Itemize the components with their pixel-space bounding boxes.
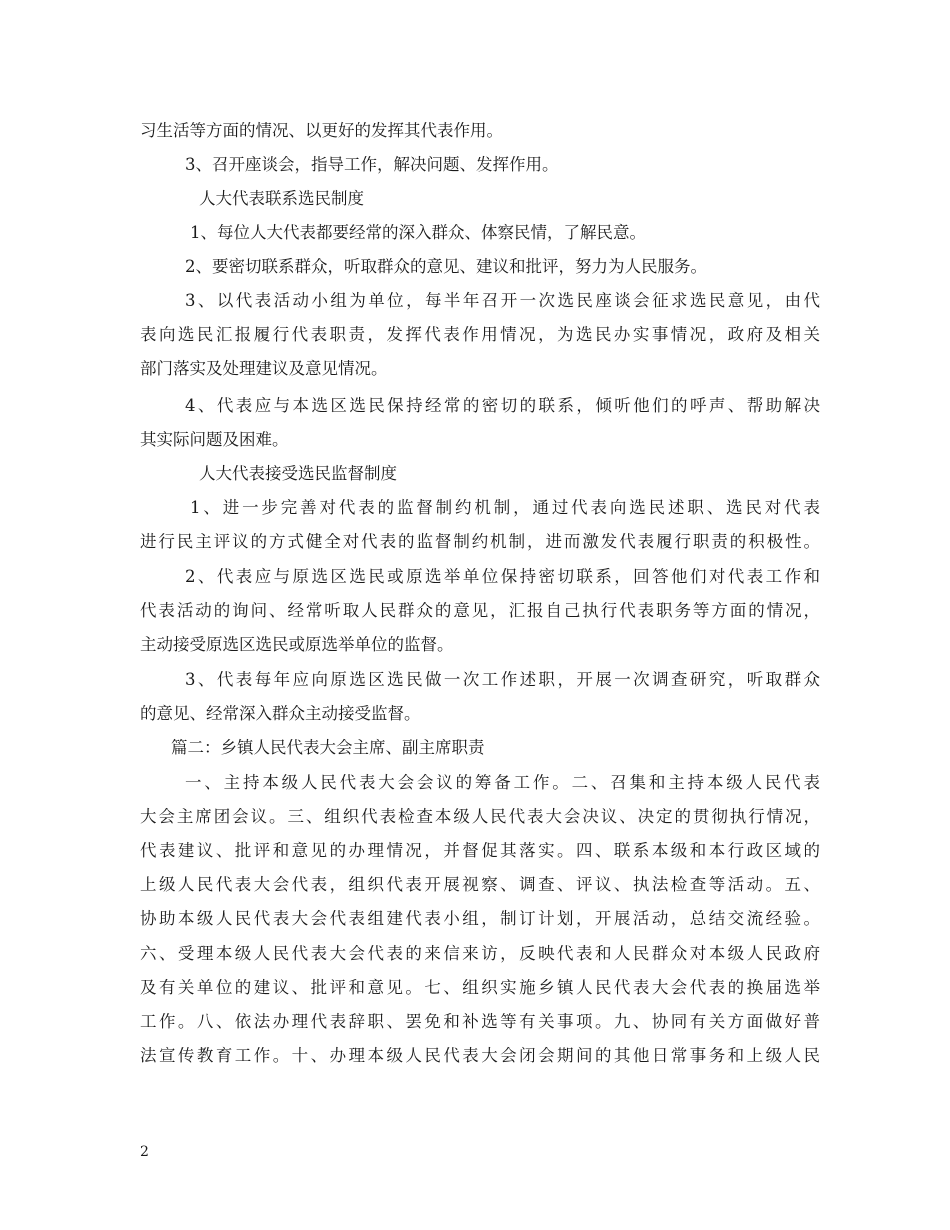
text-line: 4、代表应与本选区选民保持经常的密切的联系，倾听他们的呼声、帮助解决	[185, 396, 820, 415]
text-line: 进行民主评议的方式健全对代表的监督制约机制，进而激发代表履行职责的积极性。	[140, 532, 820, 551]
text-line: 的意见、经常深入群众主动接受监督。	[140, 704, 421, 723]
text-line: 及有关单位的建议、批评和意见。七、组织实施乡镇人民代表大会代表的换届选举	[140, 978, 820, 997]
text-line: 其实际问题及困难。	[140, 430, 289, 449]
text-line: 2、要密切联系群众，听取群众的意见、建议和批评，努力为人民服务。	[185, 257, 707, 276]
text-line: 习生活等方面的情况、以更好的发挥其代表作用。	[140, 121, 503, 140]
section-heading: 人大代表接受选民监督制度	[199, 464, 397, 483]
text-line: 代表活动的询问、经常听取人民群众的意见，汇报自己执行代表职务等方面的情况，	[140, 601, 820, 620]
text-line: 2、代表应与原选区选民或原选举单位保持密切联系，回答他们对代表工作和	[185, 567, 820, 586]
text-line: 法宣传教育工作。十、办理本级人民代表大会闭会期间的其他日常事务和上级人民	[140, 1046, 820, 1065]
text-line: 表向选民汇报履行代表职责，发挥代表作用情况，为选民办实事情况，政府及相关	[140, 325, 820, 344]
text-line: 3、以代表活动小组为单位，每半年召开一次选民座谈会征求选民意见，由代	[185, 291, 820, 310]
text-line: 大会主席团会议。三、组织代表检查本级人民代表大会决议、决定的贯彻执行情况，	[140, 807, 820, 826]
text-line: 一、主持本级人民代表大会会议的筹备工作。二、召集和主持本级人民代表	[185, 773, 820, 792]
text-line: 六、受理本级人民代表大会代表的来信来访，反映代表和人民群众对本级人民政府	[140, 944, 820, 963]
text-line: 1、进一步完善对代表的监督制约机制，通过代表向选民述职、选民对代表	[190, 498, 820, 517]
section-heading: 篇二：乡镇人民代表大会主席、副主席职责	[171, 738, 485, 757]
text-line: 代表建议、批评和意见的办理情况，并督促其落实。四、联系本级和本行政区域的	[140, 841, 820, 860]
text-line: 3、召开座谈会，指导工作，解决问题、发挥作用。	[185, 155, 559, 174]
page-number: 2	[140, 1144, 149, 1160]
text-line: 部门落实及处理建议及意见情况。	[140, 359, 388, 378]
text-line: 工作。八、依法办理代表辞职、罢免和补选等有关事项。九、协同有关方面做好普	[140, 1012, 820, 1031]
text-line: 主动接受原选区选民或原选举单位的监督。	[140, 635, 454, 654]
text-line: 协助本级人民代表大会代表组建代表小组，制订计划，开展活动，总结交流经验。	[140, 909, 820, 928]
text-line: 3、代表每年应向原选区选民做一次工作述职，开展一次调查研究，听取群众	[185, 670, 820, 689]
section-heading: 人大代表联系选民制度	[199, 189, 364, 208]
text-line: 1、每位人大代表都要经常的深入群众、体察民情，了解民意。	[190, 223, 646, 242]
text-line: 上级人民代表大会代表，组织代表开展视察、调查、评议、执法检查等活动。五、	[140, 875, 820, 894]
